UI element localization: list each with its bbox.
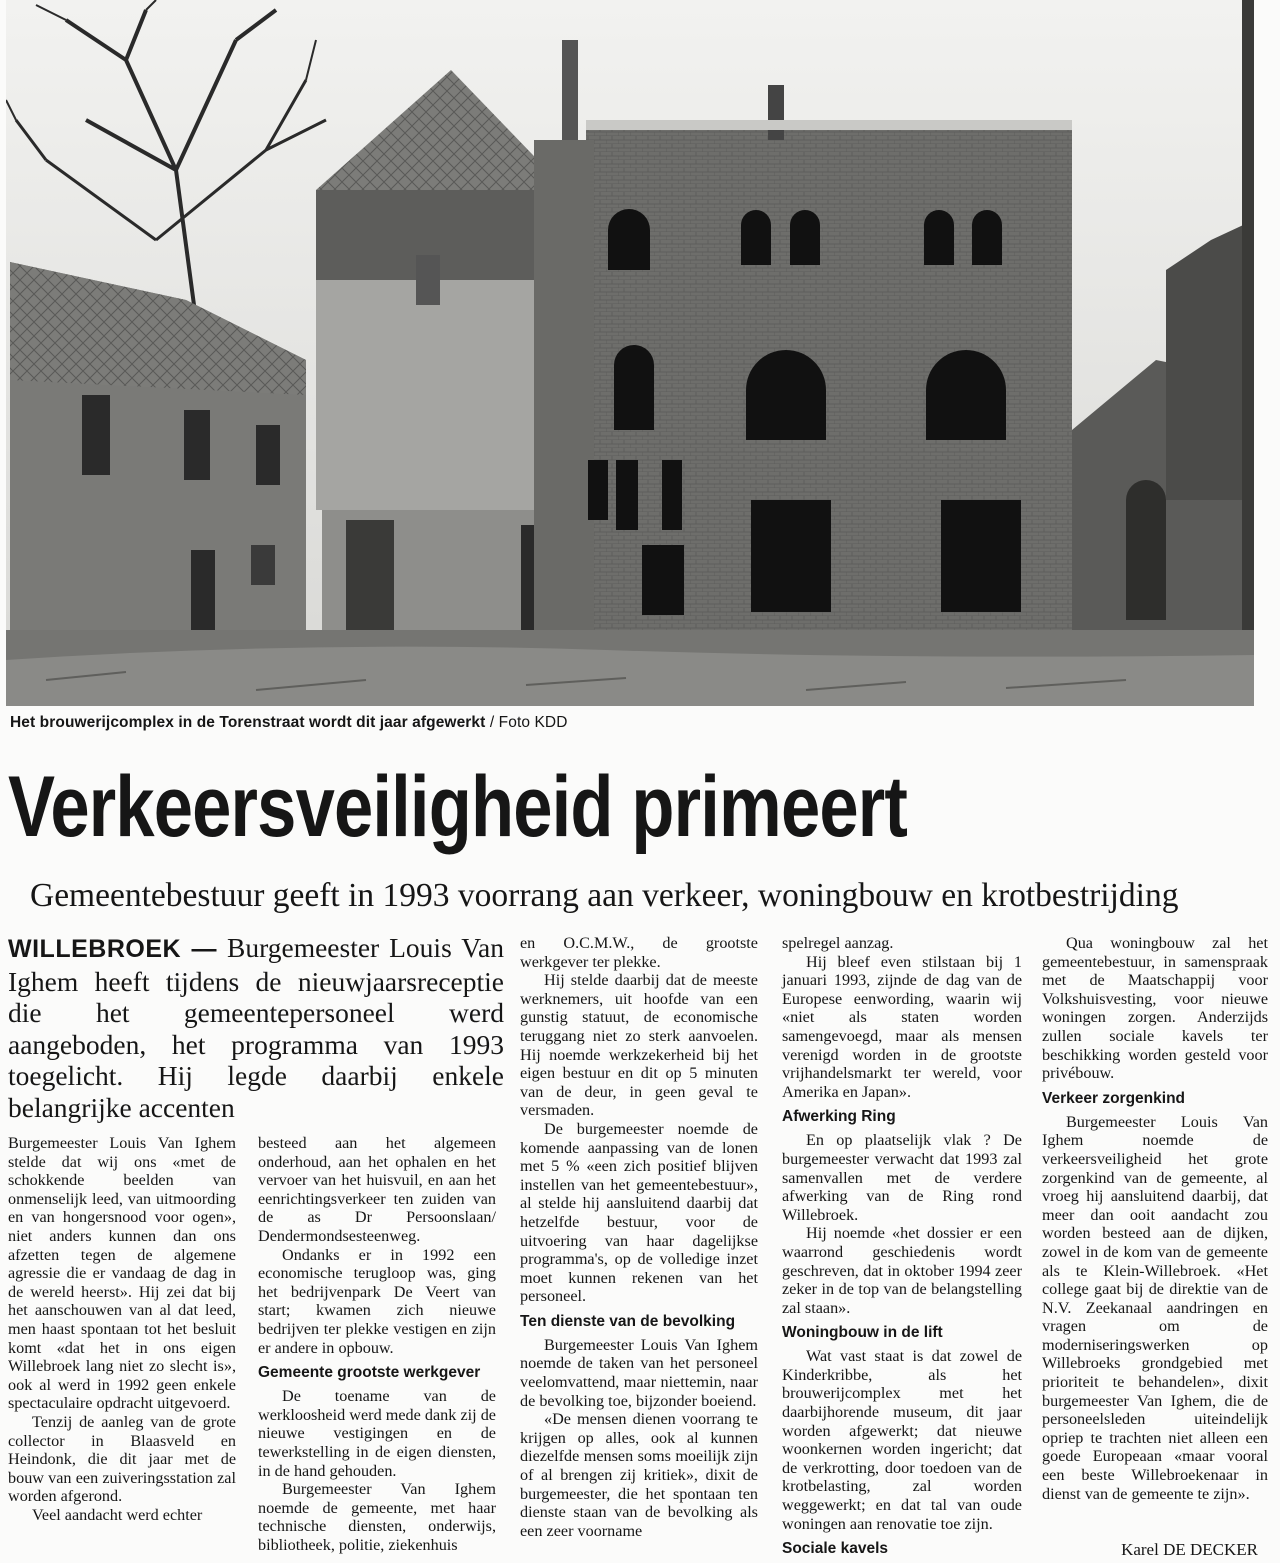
author-byline: Karel DE DECKER — [1121, 1540, 1258, 1559]
section-heading: Sociale kavels — [782, 1540, 888, 1558]
paragraph: Tenzij de aanleg van de grote collector in Blaasveld en Heindonk, die dit jaar met de bouw van een zuiveringsstation zal worden afgerond. — [8, 1412, 236, 1506]
column-2 — [258, 1134, 496, 1554]
lead-paragraph — [8, 932, 504, 1123]
dateline: WILLEBROEK — — [8, 935, 218, 963]
paragraph: Hij stelde daarbij dat de meeste werknemers, uit hoofde van een gunstig statuut, de economische teruggang niet zo sterk aanvoelen. Hij noemde werkzekerheid bij het eigen bestuur en dit op 5 minuten van de deur, in geen geval te versmaden. — [520, 971, 758, 1120]
paragraph: Burgemeester Louis Van Ighem noemde de taken van het personeel veelomvattend, maar niettemin, naar de bevolking toe, bijzonder boeiend. — [520, 1335, 758, 1410]
section-heading: Gemeente grootste werkgever — [258, 1364, 481, 1382]
column-5 — [1042, 934, 1268, 1503]
paragraph: De burgemeester noemde de komende aanpassing van de lonen met 5 % «een zich positief blijven instellen van het gemeentebestuur», al stelde hij aansluitend daarbij dat hetzelfde bestuur, voor de uitvoering van haar dagelijkse programma's, op de volledige inzet moet kunnen rekenen van het personeel. — [520, 1119, 758, 1306]
subheadline: Gemeentebestuur geeft in 1993 voorrang aan verkeer, woningbouw en krotbestrijding — [30, 877, 1179, 914]
caption-text: Het brouwerijcomplex in de Torenstraat wordt dit jaar afgewerkt — [10, 714, 486, 731]
paragraph: Hij bleef even stilstaan bij 1 januari 1993, zijnde de dag van de Europese eenwording, waarin wij «niet als staten worden samengevoegd, maar als mensen verenigd worden in de grootste vrijhandelsmarkt ter wereld, voor Amerika en Japan». — [782, 952, 1022, 1101]
column-1 — [8, 1134, 236, 1524]
paragraph: Burgemeester Van Ighem noemde de gemeente, met haar technische diensten, onderwijs, bibliotheek, politie, ziekenhuis — [258, 1480, 496, 1554]
section-heading: Afwerking Ring — [782, 1108, 896, 1126]
paragraph: «De mensen dienen voorrang te krijgen op alles, ook al kunnen diezelfde mensen soms moeilijk zijn of al brengen zij kritiek», dixit de burgemeester, die het spontaan ten dienste staan van de bevolking als een zeer voorname — [520, 1410, 758, 1540]
section-heading: Woningbouw in de lift — [782, 1324, 943, 1342]
paragraph: besteed aan het algemeen onderhoud, aan het ophalen en het vervoer van het huisvuil, en aan het eenrichtingsverkeer ten zuiden van de as Dr Persoonslaan/ Dendermondsesteenweg. — [258, 1134, 496, 1245]
paragraph: En op plaatselijk vlak ? De burgemeester verwacht dat 1993 zal samenvallen met de verdere afwerking van de Ring rond Willebroek. — [782, 1131, 1022, 1224]
paragraph: Burgemeester Louis Van Ighem noemde de verkeersveiligheid het grote zorgenkind van de gemeente, al vroeg hij aansluitend daarbij, dat meer dan ooit aandacht zou worden besteed aan de dijken, zowel in de kom van de gemeente als te Klein-Willebroek. «Het college gaat bij de direktie van de N.V. Zeekanaal aandringen en vragen om de moderniseringswerken op Willebroeks grondgebied met prioriteit te behandelen», dixit burgemeester Van Ighem, die de personeelsleden uiteindelijk opriep te trachten niet alleen een goede Europeaan «maar vooral een beste Willebroekenaar in dienst van de gemeente te zijn». — [1042, 1112, 1268, 1503]
paragraph: Hij noemde «het dossier er een waarrond geschiedenis wordt geschreven, dat in oktober 1994 zeer zeker in de top van de belangstelling zal staan». — [782, 1224, 1022, 1317]
column-3 — [520, 934, 758, 1540]
article-photo — [6, 0, 1254, 706]
section-heading: Verkeer zorgenkind — [1042, 1089, 1186, 1107]
brewery-photo-illustration — [6, 0, 1254, 706]
photo-caption — [10, 714, 910, 732]
paragraph: Veel aandacht werd echter — [32, 1505, 203, 1524]
paragraph: Wat vast staat is dat zowel de Kinderkribbe, als het brouwerijcomplex met het daarbijhorende museum, dit jaar worden afgewerkt; dat nieuwe woonkernen worden ingericht; dat de verkrotting, door toedoen van de krotbelasting, zal worden weggewerkt; en dat tal van oude woningen aan renovatie toe zijn. — [782, 1347, 1022, 1533]
lead-text: Burgemeester Louis Van Ighem heeft tijdens de nieuwjaarsreceptie die het gemeentepersoneel werd aangeboden, het programma van 1993 toegelicht. Hij legde daarbij enkele belangrijke accenten — [8, 932, 504, 1123]
paragraph: Burgemeester Louis Van Ighem stelde dat wij ons «met de schokkende beelden van onmenselijk leed, van uitmoording en van hongersnood voor ogen», niet anders kunnen dan ons afzetten tegen de algemene agressie die er vandaag de dag in de wereld heerst». Hij zei dat bij het aanschouwen van al dat leed, men haast spontaan tot het besluit komt «dat het in ons eigen Willebroek lang niet zo slecht is», ook al werd in 1992 geen enkele spectaculaire opdracht uitgevoerd. — [8, 1134, 236, 1413]
paragraph: en O.C.M.W., de grootste werkgever ter plekke. — [520, 934, 758, 971]
paragraph: De toename van de werkloosheid werd mede dank zij de nieuwe vestigingen en de tewerkstelling in de eigen diensten, in de hand gehouden. — [258, 1387, 496, 1480]
paragraph: Qua woningbouw zal het gemeentebestuur, in samenspraak met de Maatschappij voor Volkshuisvesting, voor nieuwe woningen zorgen. Anderzijds zullen sociale kavels ter beschikking worden gesteld voor privébouw. — [1042, 934, 1268, 1083]
paragraph: spelregel aanzag. — [782, 934, 894, 952]
section-heading: Ten dienste van de bevolking — [520, 1312, 736, 1330]
caption-credit: / Foto KDD — [489, 714, 568, 731]
headline: Verkeersveiligheid primeert — [8, 759, 908, 855]
column-4 — [782, 934, 1022, 1563]
paragraph: Ondanks er in 1992 een economische terugloop was, ging het bedrijvenpark De Veert van start; kwamen zich nieuwe bedrijven ter plekke vestigen en zijn er andere in opbouw. — [258, 1245, 496, 1357]
